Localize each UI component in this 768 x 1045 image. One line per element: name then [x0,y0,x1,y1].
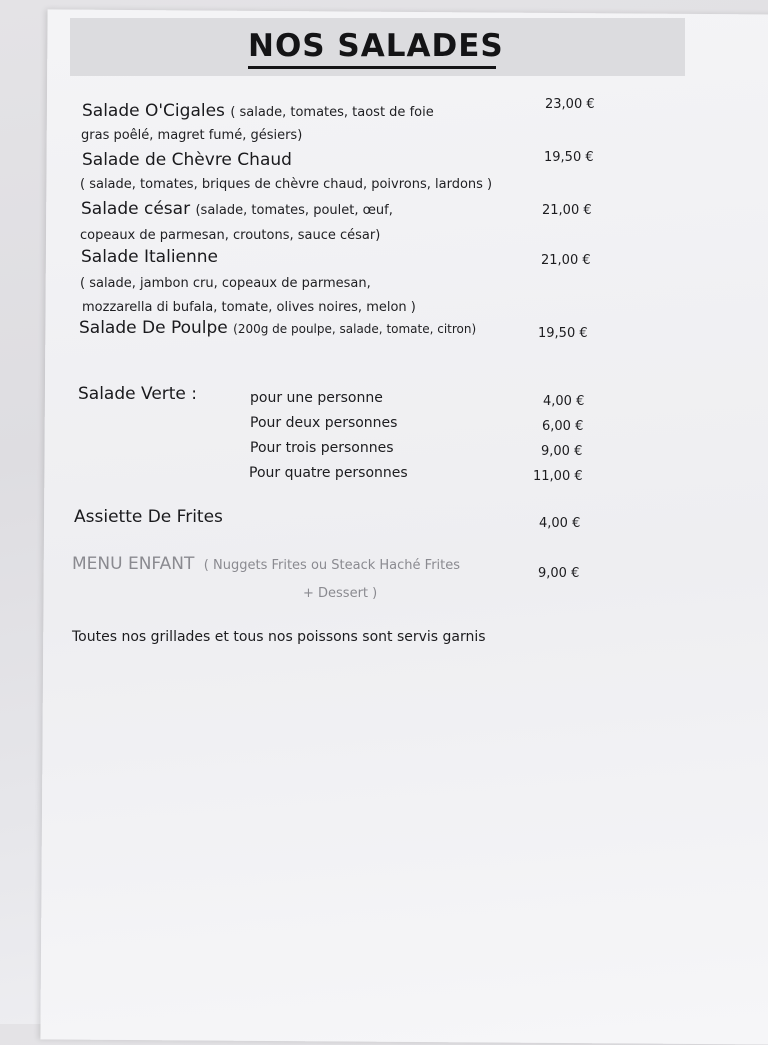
title-underline [248,66,496,69]
salad-desc: (200g de poulpe, salade, tomate, citron) [233,322,477,336]
salade-verte-price: 6,00 € [542,419,584,434]
frites-label: Assiette De Frites [74,507,223,527]
salad-desc: ( salade, jambon cru, copeaux de parmesan, [80,276,371,291]
footer-note: Toutes nos grillades et tous nos poissons sont servis garnis [72,629,486,645]
salad-desc: copeaux de parmesan, croutons, sauce césar) [80,228,381,243]
salade-verte-price: 9,00 € [541,444,583,459]
salade-verte-option: Pour trois personnes [250,440,394,456]
salad-price: 19,50 € [538,326,588,341]
salade-verte-label: Salade Verte : [78,384,198,404]
salad-price: 21,00 € [542,203,592,218]
salad-name [81,199,393,219]
salad-desc: (salade, tomates, poulet, œuf, [195,203,393,218]
salade-verte-option: Pour quatre personnes [249,465,408,481]
salad-price: 19,50 € [544,150,594,165]
menu-enfant-desc: ( Nuggets Frites ou Steack Haché Frites [203,558,461,573]
salad-desc: gras poêlé, magret fumé, gésiers) [81,128,303,143]
salad-name-text: Salade De Poulpe [79,318,228,338]
salad-name: Salade Italienne [81,247,219,267]
menu-enfant-label [72,554,460,574]
salad-price: 21,00 € [541,253,591,268]
menu-enfant-price: 9,00 € [538,566,580,581]
salad-desc: ( salade, tomates, briques de chèvre chaud, poivrons, lardons ) [80,177,493,192]
salad-desc: mozzarella di bufala, tomate, olives noires, melon ) [82,300,416,315]
menu-enfant-desc: + Dessert ) [303,586,378,601]
page-title: NOS SALADES [248,28,504,64]
salad-price: 23,00 € [545,97,595,112]
salad-name [79,318,476,338]
frites-price: 4,00 € [539,516,581,531]
salade-verte-option: Pour deux personnes [250,415,398,431]
menu-enfant-title: MENU ENFANT [72,554,195,574]
salad-desc: ( salade, tomates, taost de foie [230,105,434,120]
salad-name: Salade de Chèvre Chaud [82,150,292,170]
salade-verte-price: 4,00 € [543,394,585,409]
salade-verte-price: 11,00 € [533,469,583,484]
salad-name-text: Salade O'Cigales [82,101,225,121]
salad-name [82,101,434,121]
salad-name-text: Salade césar [81,199,191,219]
salade-verte-option: pour une personne [250,390,383,406]
